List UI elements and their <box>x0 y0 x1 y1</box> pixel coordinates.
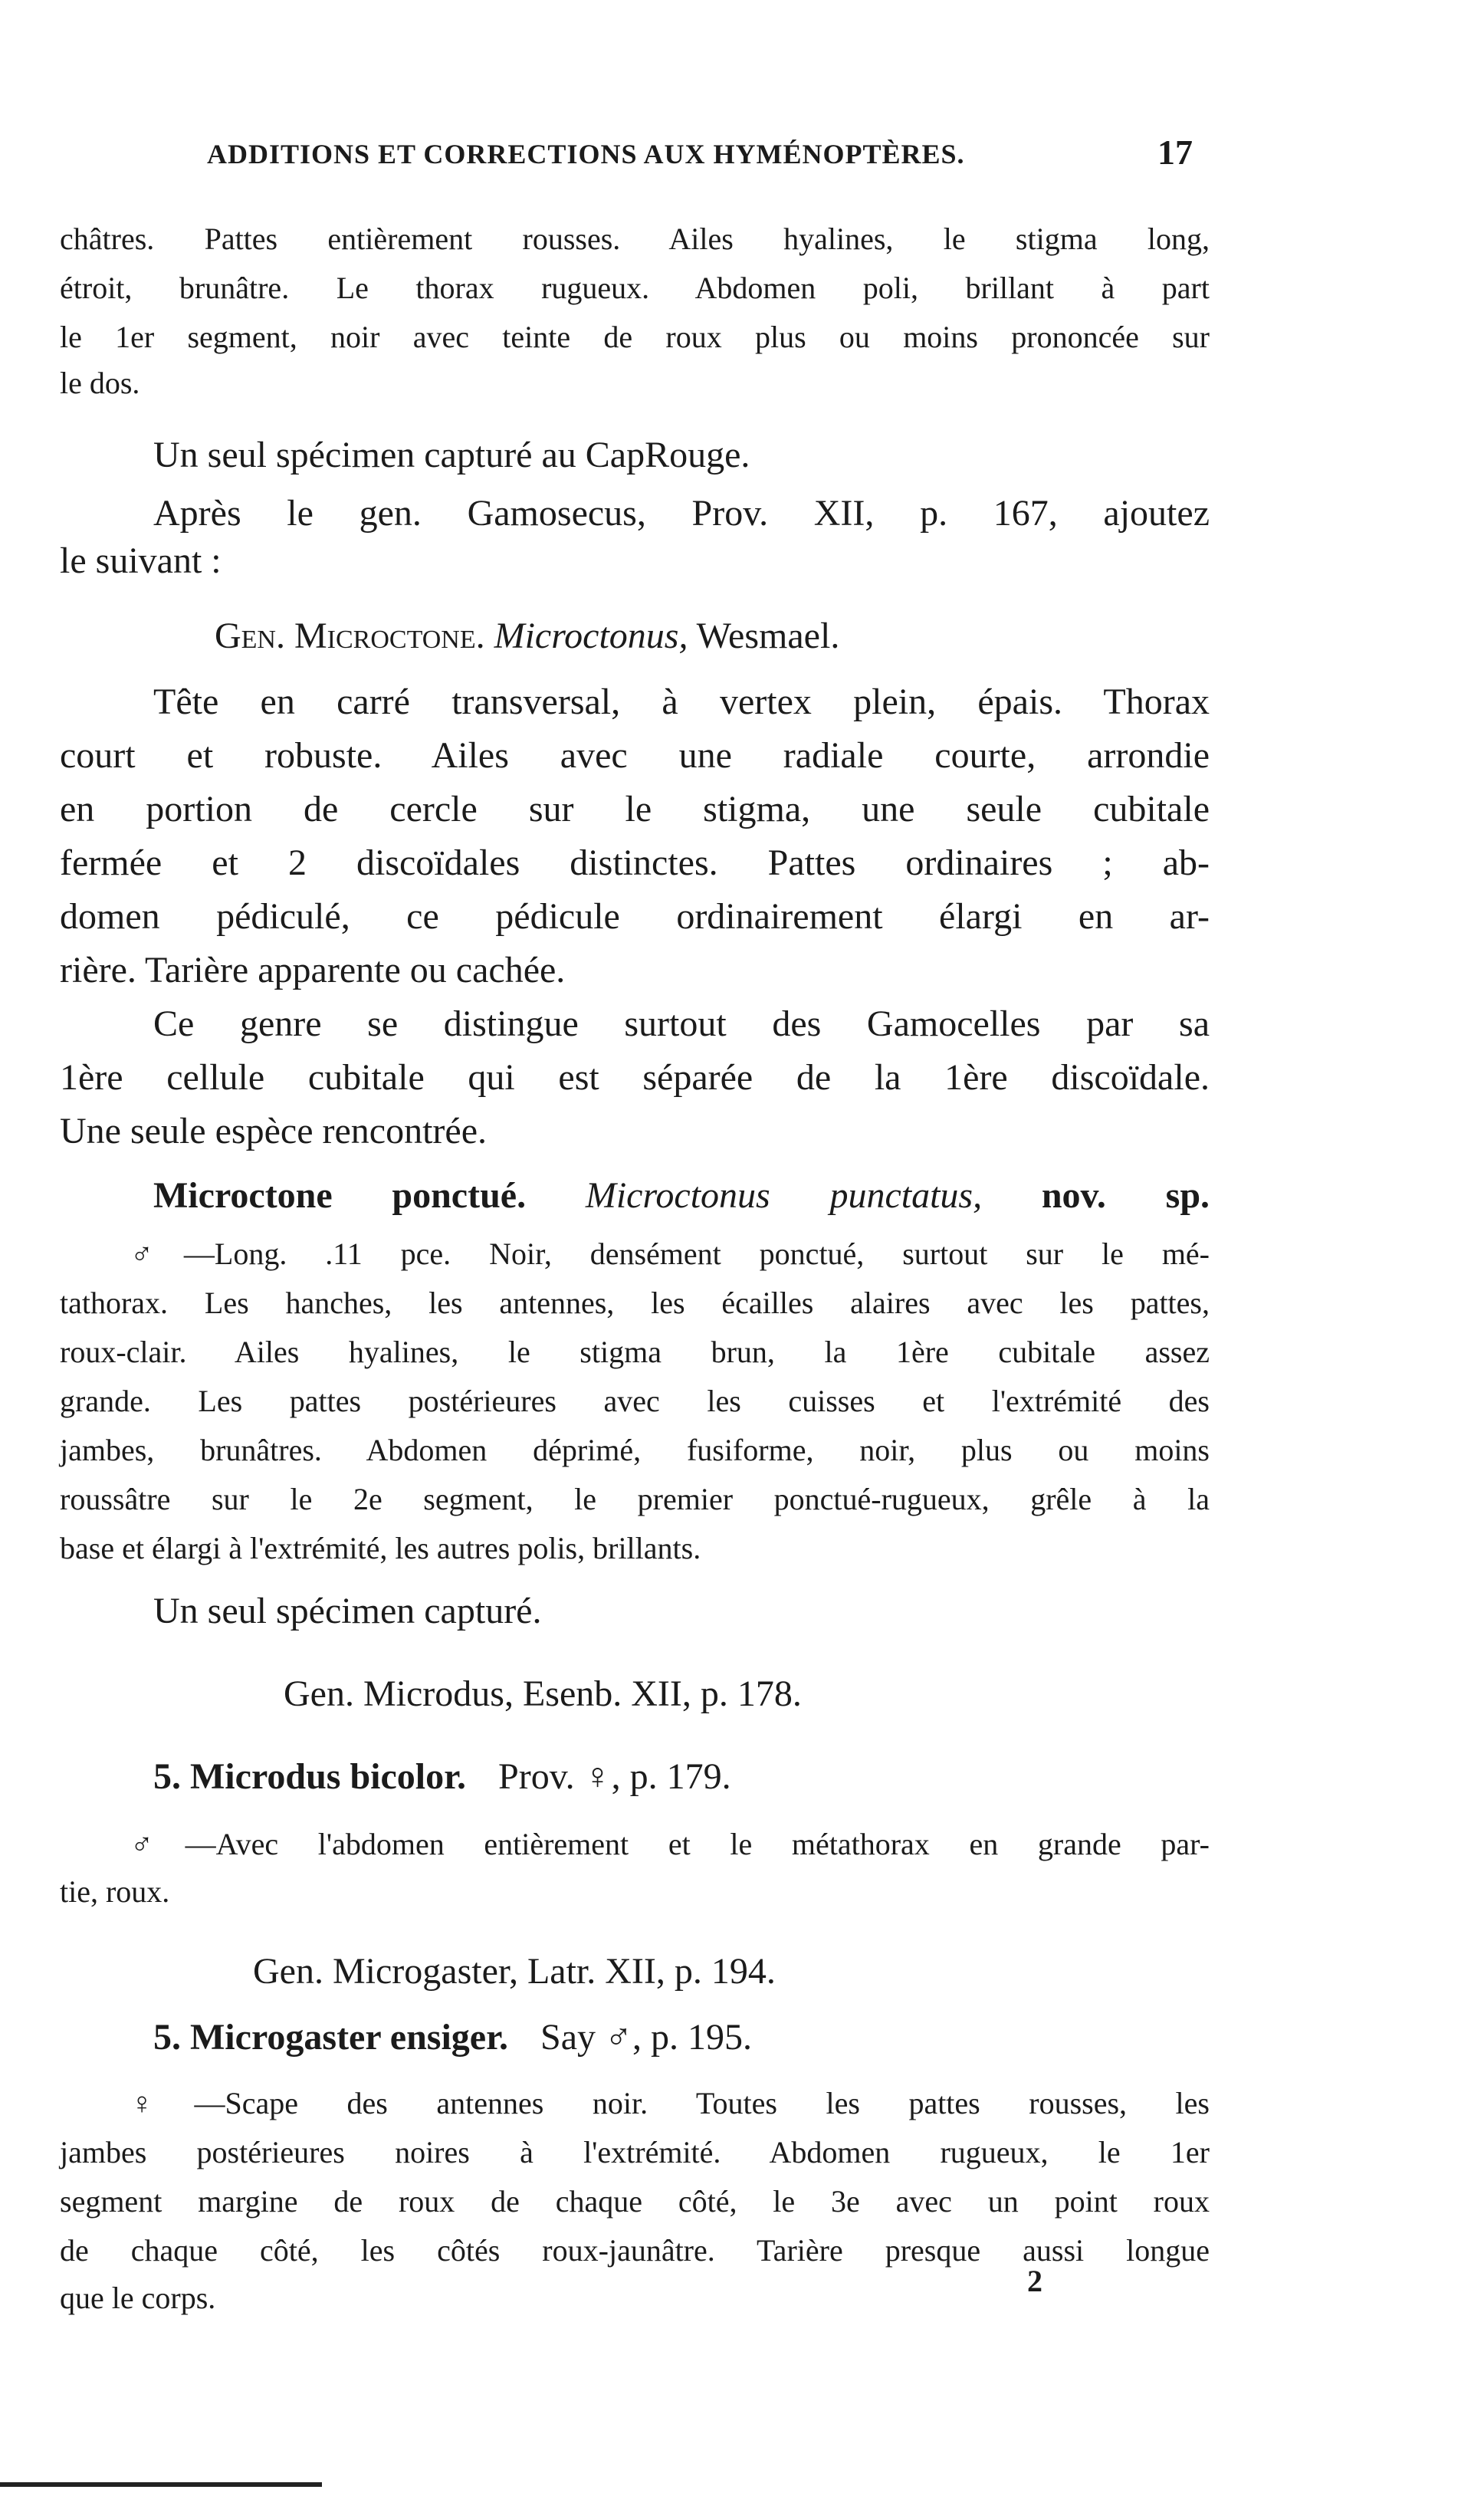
text-line: ♂—Long. .11 pce. Noir, densément ponctué, surtout sur le mé- <box>130 1237 1210 1271</box>
text-line: tathorax. Les hanches, les antennes, les écailles alaires avec les pattes, <box>60 1286 1210 1320</box>
genus-name: Gen. Microctone. <box>215 616 485 656</box>
text-line: roussâtre sur le 2e segment, le premier ponctué-rugueux, grêle à la <box>60 1482 1210 1516</box>
genus-latin: Microctonus, <box>494 616 688 656</box>
text-line: le dos. <box>60 366 140 400</box>
text-line: Un seul spécimen capturé. <box>153 1591 542 1631</box>
text-line: Une seule espèce rencontrée. <box>60 1111 488 1151</box>
species-heading <box>153 2015 1303 2061</box>
text-line: court et robuste. Ailes avec une radiale courte, arrondie <box>60 735 1210 776</box>
text-line: que le corps. <box>60 2281 216 2315</box>
text-line: segment margine de roux de chaque côté, le 3e avec un point roux <box>60 2184 1210 2219</box>
species-number: 5. <box>153 2017 181 2058</box>
genus-heading: Gen. Microgaster, Latr. XII, p. 194. <box>253 1951 776 1992</box>
text-line: Tête en carré transversal, à vertex plein, épais. Thorax <box>153 682 1210 722</box>
text-line: tie, roux. <box>60 1874 170 1909</box>
species-heading <box>153 1754 1303 1800</box>
species-reference: Prov. ♀, p. 179. <box>498 1756 731 1797</box>
species-name: Microctone ponctué. <box>153 1175 527 1216</box>
text-line: Un seul spécimen capturé au CapRouge. <box>153 435 750 475</box>
text-line: le suivant : <box>60 540 222 581</box>
text-line: roux-clair. Ailes hyalines, le stigma brun, la 1ère cubitale assez <box>60 1335 1210 1369</box>
text-line: Ce genre se distingue surtout des Gamocelles par sa <box>153 1003 1210 1044</box>
genus-heading <box>215 613 1364 659</box>
text-line: domen pédiculé, ce pédicule ordinairement élargi en ar- <box>60 896 1210 937</box>
page-number: 17 <box>1157 133 1193 172</box>
text-line: jambes postérieures noires à l'extrémité. Abdomen rugueux, le 1er <box>60 2135 1210 2169</box>
species-latin: Microctonus punctatus, <box>585 1175 983 1216</box>
text-line: Après le gen. Gamosecus, Prov. XII, p. 167, ajoutez <box>153 493 1210 534</box>
text-line: base et élargi à l'extrémité, les autres polis, brillants. <box>60 1531 701 1565</box>
text-line: ♂—Avec l'abdomen entièrement et le métathorax en grande par- <box>130 1827 1210 1861</box>
text-line: fermée et 2 discoïdales distinctes. Pattes ordinaires ; ab- <box>60 842 1210 883</box>
text-line: rière. Tarière apparente ou cachée. <box>60 950 566 990</box>
text-line: le 1er segment, noir avec teinte de roux plus ou moins prononcée sur <box>60 320 1210 354</box>
text-line: en portion de cercle sur le stigma, une seule cubitale <box>60 789 1210 829</box>
text-line: étroit, brunâtre. Le thorax rugueux. Abdomen poli, brillant à part <box>60 271 1210 305</box>
text-line: grande. Les pattes postérieures avec les cuisses et l'extrémité des <box>60 1384 1210 1418</box>
species-name: Microdus bicolor. <box>190 1756 467 1797</box>
genus-heading: Gen. Microdus, Esenb. XII, p. 178. <box>284 1673 802 1714</box>
running-header: ADDITIONS ET CORRECTIONS AUX HYMÉNOPTÈRES. <box>207 139 965 169</box>
species-name: Microgaster ensiger. <box>190 2017 509 2058</box>
species-number: 5. <box>153 1756 181 1797</box>
genus-author: Wesmael. <box>696 616 840 656</box>
text-line: ♀—Scape des antennes noir. Toutes les pattes rousses, les <box>130 2086 1210 2120</box>
text-line: 1ère cellule cubitale qui est séparée de la 1ère discoïdale. <box>60 1057 1210 1098</box>
text-line: de chaque côté, les côtés roux-jaunâtre. Tarière presque aussi longue <box>60 2233 1210 2268</box>
species-nov: nov. sp. <box>1041 1175 1210 1216</box>
text-line: jambes, brunâtres. Abdomen déprimé, fusiforme, noir, plus ou moins <box>60 1433 1210 1467</box>
bottom-rule <box>0 2482 322 2487</box>
text-line: châtres. Pattes entièrement rousses. Ailes hyalines, le stigma long, <box>60 222 1210 256</box>
signature-mark: 2 <box>1027 2264 1042 2298</box>
species-heading <box>153 1173 1210 1219</box>
species-reference: Say ♂, p. 195. <box>540 2017 753 2058</box>
